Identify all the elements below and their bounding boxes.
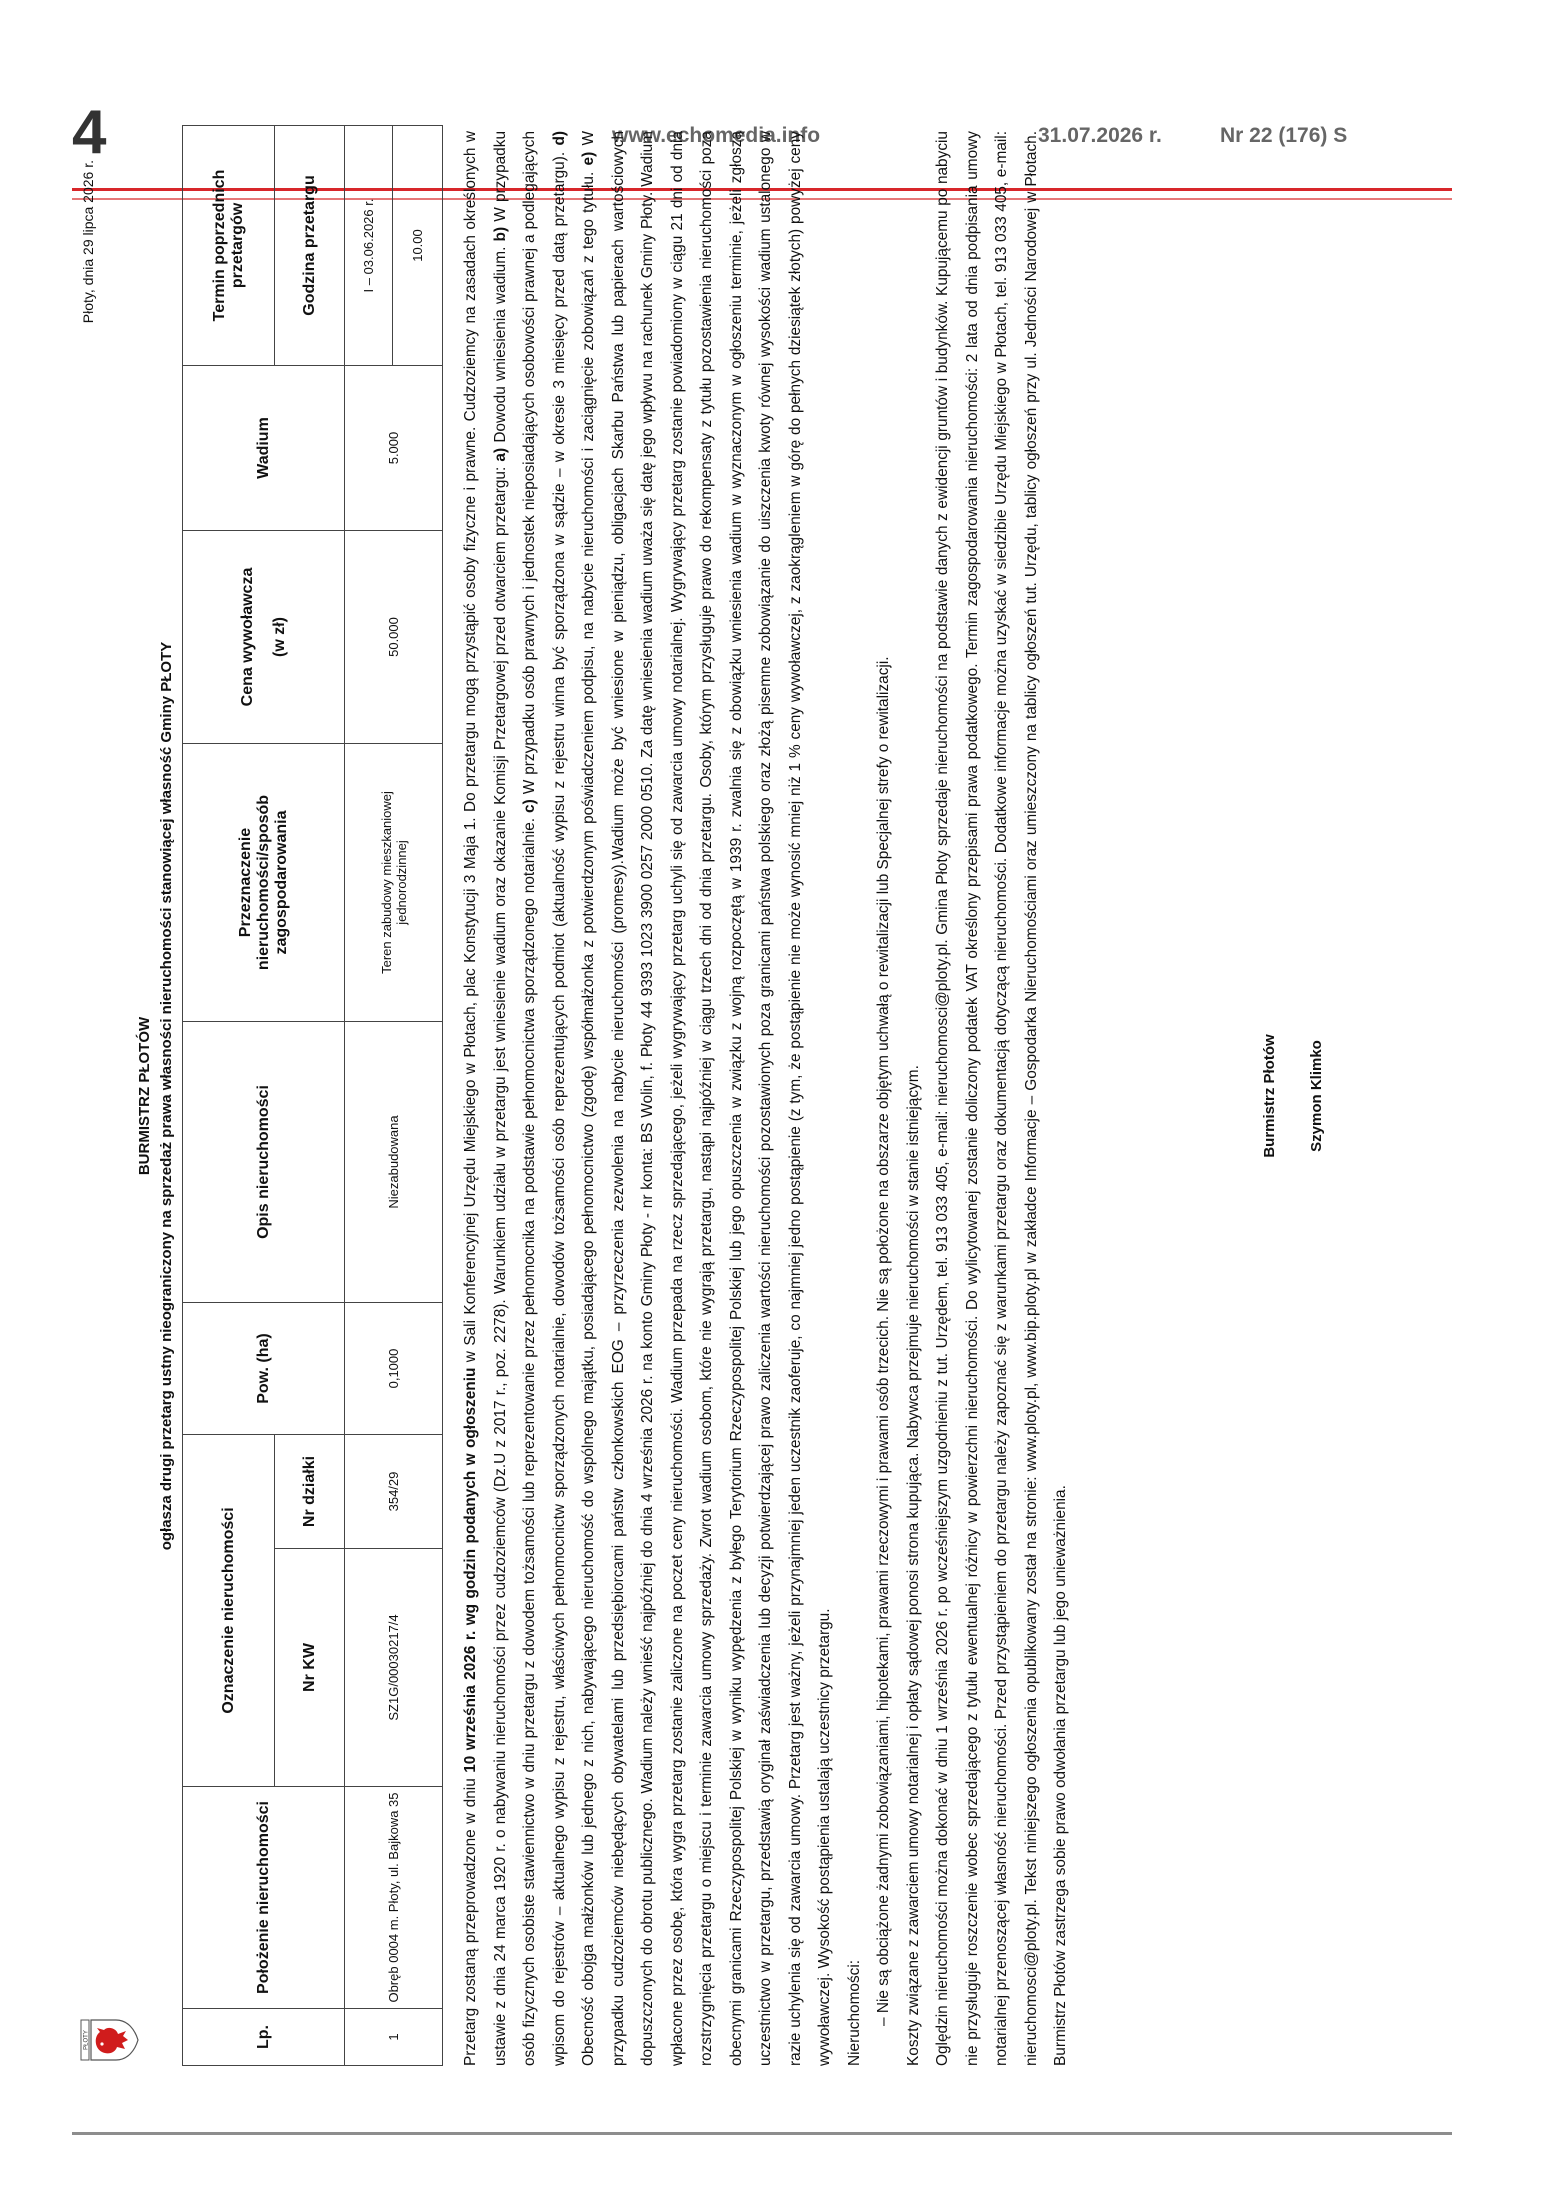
table-row xyxy=(345,126,393,2066)
header-purpose: Przeznaczenie nieruchomości/sposób zagospodarowania xyxy=(183,744,345,1022)
website-url[interactable]: www.echomedia.info xyxy=(612,124,821,147)
header-hour: Godzina przetargu xyxy=(275,126,345,366)
encumbrance-paragraph: – Nie są obciążone żadnymi zobowiązaniami, hipotekami, prawami rzeczowymi i prawami osób trzecich. Nie są położone na obszarze objętym uchwałą o rewitalizacji lub Specjalnej strefy o rewitalizacji. xyxy=(875,656,892,2026)
inspection-paragraph: Oględzin nieruchomości można dokonać w dniu 1 września 2026 r. po wcześniejszym uzgodnieniu z tut. Urzędem, tel. 913 033 405, e-mail: nieruchomosci@ploty.pl. Gmina Płoty sprzedaje nieruchomości na podstawie danych z ewidencji gruntów i budynków. Kupującemu po nabyciu nie przysługuje roszczenie wobec sprzedającego z tytułu ewentualnej różnicy w powierzchni nieruchomości. Do wylicytowanej zostanie doliczony podatek VAT określony przepisami prawa podatkowego. Termin zagospodarowania nieruchomości: 2 lata od dnia podpisania umowy notarialnej przenoszącej własność nieruchomości. Przed przystąpieniem do przetargu należy zapoznać się z warunkami przetargu oraz dokumentacją dotyczącą nieruchomości. Dodatkowe informacje można uzyskać w siedzibie Urzędu Miejskiego w Płotach, tel. 913 033 405, e-mail: nieruchomosci@ploty.pl. Tekst niniejszego ogłoszenia opublikowany został na stronie: www.ploty.pl, www.bip.ploty.pl w zakładce Informacje – Gospodarka Nieruchomościami oraz umieszczony na tablicy ogłoszeń tut. Urzędu, tablicy ogłoszeń przy ul. Jedności Narodowej w Płotach. Burmistrz Płotów zastrzega sobie prawo odwołania przetargu lub jego unieważnienia. xyxy=(934,131,1069,2066)
properties-label: Nieruchomości: xyxy=(845,1959,863,2066)
footer-rule xyxy=(72,2132,1452,2135)
cell-deposit: 5.000 xyxy=(345,366,443,531)
property-table xyxy=(182,125,443,2066)
header-lp: Lp. xyxy=(183,2009,345,2066)
header-price xyxy=(183,531,345,744)
cell-price: 50.000 xyxy=(345,531,443,744)
header-price-unit: (w zł) xyxy=(270,617,288,657)
auction-date-bold: 10 września 2026 r. wg godzin podanych w ogłoszeniu xyxy=(462,1367,479,1773)
header-previous: Termin poprzednich przetargów xyxy=(183,126,275,366)
cell-kw: SZ1G/00030217/4 xyxy=(345,1549,443,1787)
place-and-date: Płoty, dnia 29 lipca 2026 r. xyxy=(80,160,96,324)
signature-name: Szymon Klimko xyxy=(1308,1040,1325,1152)
cell-purpose: Teren zabudowy mieszkaniowej jednorodzinnej xyxy=(345,744,443,1022)
header-price-label: Cena wywoławcza xyxy=(238,567,256,707)
text-run: Obecność obojga małżonków lub jednego z nich, nabywającego nieruchomość do wspólnego majątku, posiadającego pełnomocnictwo (zgodę) współmałżonka z potwierdzonym poświadczeniem podpisu, na nabycie nieruchomości i zaciągnięcie zobowiązań z tego tytułu. xyxy=(580,165,597,2066)
cell-location: Obręb 0004 m. Płoty, ul. Bajkowa 35 xyxy=(345,1787,443,2009)
cell-description: Niezabudowana xyxy=(345,1022,443,1303)
ploty-crest-icon xyxy=(80,2014,140,2066)
header-description: Opis nieruchomości xyxy=(183,1022,345,1303)
svg-text:PŁOTY: PŁOTY xyxy=(83,2030,90,2050)
issue-date: 31.07.2026 r. xyxy=(1038,124,1162,147)
header-kw: Nr KW xyxy=(275,1549,345,1787)
header-plot: Nr działki xyxy=(275,1435,345,1549)
item-marker-d: d) xyxy=(550,131,568,146)
auction-notice xyxy=(66,126,1396,2066)
notice-heading: ogłasza drugi przetarg ustny nieograniczony na sprzedaż prawa własności nieruchomości stanowiącej własność Gminy PŁOTY xyxy=(158,641,175,1551)
item-marker-b: b) xyxy=(491,226,509,242)
item-marker-c: c) xyxy=(521,799,538,813)
header-deposit: Wadium xyxy=(183,366,345,531)
issue-number: Nr 22 (176) S xyxy=(1220,124,1348,147)
cell-lp: 1 xyxy=(345,2009,443,2066)
signature-block xyxy=(1261,126,1355,2066)
issuing-office: BURMISTRZ PŁOTÓW xyxy=(136,1016,153,1176)
text-run: W przypadku osób fizycznych osobiste stawiennictwo w dniu przetargu z dowodem tożsamości lub reprezentowanie przez pełnomocnika na podstawie pełnomocnictwa sporządzonego notarialnie. xyxy=(491,131,538,2066)
item-marker-a: a) xyxy=(491,447,509,462)
header-location: Położenie nieruchomości xyxy=(183,1787,345,2009)
terms-paragraph xyxy=(456,131,840,2066)
text-run: W przypadku osób prawnych i jednostek nieposiadających osobowości prawnej a podlegających wpisom do rejestrów – aktualnego wypisu z rejestru, właściwych pełnomocnictw sporządzonych notarialnie, dowodów tożsamości osób reprezentujących podmiot (aktualność wypisu z rejestru winna być sporządzona w sądzie – w okresie 3 miesięcy przed datą przetargu). xyxy=(521,131,568,2066)
page-number: 4 xyxy=(72,98,107,167)
text-run: Przetarg zostaną przeprowadzone w dniu xyxy=(462,1772,479,2066)
header-designation: Oznaczenie nieruchomości xyxy=(183,1435,275,1787)
cell-plot: 354/29 xyxy=(345,1435,443,1549)
cell-area: 0,1000 xyxy=(345,1303,443,1435)
text-run: W przypadku cudzoziemców niebędących obywatelami lub przedsiębiorcami państw członkowskich EOG – przyrzeczenia zezwolenia na nabycie nieruchomości (promesy).Wadium może być wniesione w pieniądzu, obligacjach Skarbu Państwa lub papierach wartościowych dopuszczonych do obrotu publicznego. Wadium należy wnieść najpóźniej do dnia 4 września 2026 r. na konto Gminy Płoty - nr konta: BS Wolin, f. Płoty 44 9393 1023 3900 0257 2000 0510. Za datę wniesienia wadium uważa się datę jego wpływu na rachunek Gminy Płoty. Wadium wpłacone przez osobę, która wygra przetarg zostanie zaliczone na poczet ceny nieruchomości. Wadium przepada na rzecz sprzedającego, jeżeli wygrywający przetarg uchyli się od zawarcia umowy notarialnej. Wygrywający przetarg zostanie powiadomiony w ciągu 21 dni od dnia rozstrzygnięcia przetargu o miejscu i terminie zawarcia umowy sprzedaży. Zwrot wadium osobom, które nie wygrają przetargu, nastąpi najpóźniej w ciągu trzech dni od dnia przetargu. Osoby, którym przysługuje prawo do rekompensaty z tytułu pozostawienia nieruchomości poza obecnymi granicami Rzeczypospolitej Polskiej w wyniku wypędzenia z byłego Terytorium Rzeczypospolitej Polskiej lub jego opuszczenia w związku z wojną rozpoczętą w 1939 r. zwalnia się z obowiązku wniesienia wadium w wyznaczonym w ogłoszeniu terminie, jeżeli zgłoszą uczestnictwo w przetargu, przedstawią oryginał zaświadczenia lub decyzji potwierdzającej prawo zaliczenia wartości nieruchomości pozostawionych poza granicami państwa polskiego oraz złożą pisemne zobowiązanie do uiszczenia kwoty równej wysokości wadium ustalonego w razie uchylenia się od zawarcia umowy. Przetarg jest ważny, jeżeli przynajmniej jeden uczestnik zaoferuje, co najmniej jedno postąpienie (z tym, że postąpienie nie może wynosić mniej niż 1 % ceny wywoławczej, z zaokrągleniem w górę do pełnych dziesiątek złotych) powyżej ceny wywoławczej. Wysokość postąpienia ustalają uczestnicy przetargu. xyxy=(580,131,833,2066)
costs-paragraph: Koszty związane z zawarciem umowy notarialnej i opłaty sądowej ponosi strona kupująca. Nabywca przejmuje nieruchomości w stanie istniejącym. xyxy=(904,1065,922,2066)
notice-body xyxy=(456,131,1076,2066)
text-run: w Sali Konferencyjnej Urzędu Miejskiego w Płotach, plac Konstytucji 3 Maja 1. Do przetargu mogą przystąpić osoby fizyczne i prawne. Cudzoziemcy na zasadach określonych w ustawie z dnia 24 marca 1920 r. o nabywaniu nieruchomości przez cudzoziemców (Dz.U z 2017 r., poz. 2278). Warunkiem udziału w przetargu jest wniesienie wadium oraz okazanie Komisji Przetargowej przed otwarciem przetargu: xyxy=(462,131,509,2066)
cell-hour: 10.00 xyxy=(393,126,443,366)
header-area: Pow. (ha) xyxy=(183,1303,345,1435)
text-run: Dowodu wniesienia wadium. xyxy=(491,241,509,448)
item-marker-e: e) xyxy=(580,151,597,166)
cell-previous: I – 03.06.2026 r. xyxy=(345,126,393,366)
signature-title: Burmistrz Płotów xyxy=(1261,1034,1278,1158)
